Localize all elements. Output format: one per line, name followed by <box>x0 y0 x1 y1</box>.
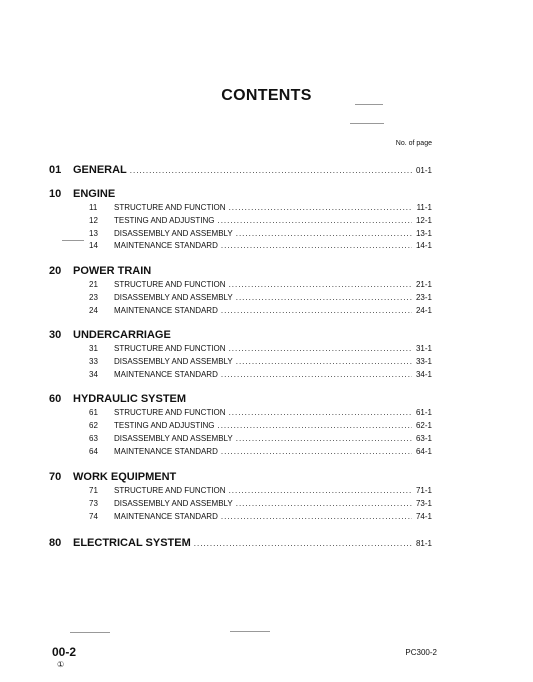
scan-speck <box>230 631 270 632</box>
dot-leader <box>229 280 412 289</box>
item-number: 23 <box>89 293 98 302</box>
item-title: DISASSEMBLY AND ASSEMBLY <box>114 357 233 366</box>
toc-item[interactable] <box>89 499 432 508</box>
toc-item[interactable] <box>89 447 432 456</box>
item-number: 73 <box>89 499 98 508</box>
toc-item[interactable] <box>89 512 432 521</box>
dot-leader <box>221 512 412 521</box>
item-title: STRUCTURE AND FUNCTION <box>114 203 226 212</box>
dot-leader <box>130 166 412 175</box>
group-title: WORK EQUIPMENT <box>73 471 177 483</box>
page-title: CONTENTS <box>221 87 312 104</box>
model-code: PC300-2 <box>405 648 437 657</box>
item-title: MAINTENANCE STANDARD <box>114 370 218 379</box>
item-title: MAINTENANCE STANDARD <box>114 241 218 250</box>
group-title: POWER TRAIN <box>73 265 152 277</box>
dot-leader <box>229 203 413 212</box>
revision-mark: ① <box>57 660 65 669</box>
item-page: 34-1 <box>415 370 432 379</box>
item-number: 33 <box>89 357 98 366</box>
item-number: 13 <box>89 229 98 238</box>
section-number: 01 <box>49 164 62 176</box>
dot-leader <box>217 421 412 430</box>
item-page: 21-1 <box>415 280 432 289</box>
item-page: 11-1 <box>416 203 432 212</box>
item-page: 74-1 <box>415 512 432 521</box>
item-number: 12 <box>89 216 98 225</box>
dot-leader <box>236 499 412 508</box>
group-number: 30 <box>49 329 62 341</box>
group-title: ENGINE <box>73 188 116 200</box>
dot-leader <box>221 447 412 456</box>
item-page: 31-1 <box>415 344 432 353</box>
item-title: MAINTENANCE STANDARD <box>114 447 218 456</box>
item-number: 71 <box>89 486 98 495</box>
item-page: 33-1 <box>415 357 432 366</box>
toc-group-power-train <box>49 265 151 277</box>
toc-group-engine <box>49 188 115 200</box>
dot-leader <box>236 293 412 302</box>
group-title: HYDRAULIC SYSTEM <box>73 393 187 405</box>
toc-item[interactable] <box>89 486 432 495</box>
scan-speck <box>70 632 110 633</box>
item-page: 62-1 <box>415 421 432 430</box>
dot-leader <box>194 539 412 548</box>
toc-section-electrical-system[interactable] <box>49 537 432 549</box>
toc-group-undercarriage <box>49 329 171 341</box>
toc-item[interactable] <box>89 216 432 225</box>
item-page: 23-1 <box>415 293 432 302</box>
item-title: DISASSEMBLY AND ASSEMBLY <box>114 293 233 302</box>
item-title: STRUCTURE AND FUNCTION <box>114 344 226 353</box>
section-page: 01-1 <box>415 166 432 175</box>
toc-item[interactable] <box>89 280 432 289</box>
dot-leader <box>221 241 412 250</box>
toc-item[interactable] <box>89 421 432 430</box>
scan-speck <box>62 240 84 241</box>
dot-leader <box>229 486 412 495</box>
dot-leader <box>217 216 412 225</box>
item-number: 74 <box>89 512 98 521</box>
item-title: STRUCTURE AND FUNCTION <box>114 280 226 289</box>
item-page: 71-1 <box>415 486 432 495</box>
item-title: MAINTENANCE STANDARD <box>114 512 218 521</box>
toc-item[interactable] <box>89 370 432 379</box>
item-title: STRUCTURE AND FUNCTION <box>114 408 226 417</box>
dot-leader <box>229 344 412 353</box>
item-page: 24-1 <box>415 306 432 315</box>
item-page: 61-1 <box>415 408 432 417</box>
item-number: 64 <box>89 447 98 456</box>
page-column-label: No. of page <box>395 140 432 147</box>
toc-item[interactable] <box>89 293 432 302</box>
toc-section-general[interactable] <box>49 164 432 176</box>
item-title: TESTING AND ADJUSTING <box>114 216 215 225</box>
item-number: 61 <box>89 408 98 417</box>
item-number: 34 <box>89 370 98 379</box>
item-title: DISASSEMBLY AND ASSEMBLY <box>114 229 233 238</box>
item-title: DISASSEMBLY AND ASSEMBLY <box>114 499 233 508</box>
dot-leader <box>229 408 412 417</box>
group-number: 20 <box>49 265 62 277</box>
item-title: TESTING AND ADJUSTING <box>114 421 215 430</box>
dot-leader <box>221 370 412 379</box>
item-number: 21 <box>89 280 98 289</box>
group-number: 70 <box>49 471 62 483</box>
item-number: 31 <box>89 344 98 353</box>
toc-group-hydraulic-system <box>49 393 186 405</box>
item-number: 24 <box>89 306 98 315</box>
group-number: 10 <box>49 188 62 200</box>
item-page: 64-1 <box>415 447 432 456</box>
toc-item[interactable] <box>89 344 432 353</box>
item-number: 14 <box>89 241 98 250</box>
section-page: 81-1 <box>415 539 432 548</box>
section-title: GENERAL <box>73 164 127 176</box>
toc-item[interactable] <box>89 203 432 212</box>
dot-leader <box>236 357 412 366</box>
item-page: 12-1 <box>415 216 432 225</box>
group-title: UNDERCARRIAGE <box>73 329 171 341</box>
item-page: 73-1 <box>415 499 432 508</box>
scan-speck <box>350 123 384 124</box>
item-page: 63-1 <box>415 434 432 443</box>
item-title: STRUCTURE AND FUNCTION <box>114 486 226 495</box>
scan-speck <box>355 104 383 105</box>
group-number: 60 <box>49 393 62 405</box>
dot-leader <box>236 229 412 238</box>
item-page: 13-1 <box>415 229 432 238</box>
item-number: 63 <box>89 434 98 443</box>
toc-item[interactable] <box>89 229 432 238</box>
toc-item[interactable] <box>89 357 432 366</box>
toc-item[interactable] <box>89 306 432 315</box>
section-number: 80 <box>49 537 62 549</box>
item-page: 14-1 <box>415 241 432 250</box>
section-title: ELECTRICAL SYSTEM <box>73 537 191 549</box>
toc-item[interactable] <box>89 241 432 250</box>
toc-item[interactable] <box>89 408 432 417</box>
dot-leader <box>236 434 412 443</box>
page-number: 00-2 <box>52 645 77 659</box>
item-number: 11 <box>89 203 98 212</box>
dot-leader <box>221 306 412 315</box>
toc-group-work-equipment <box>49 471 176 483</box>
toc-item[interactable] <box>89 434 432 443</box>
item-title: MAINTENANCE STANDARD <box>114 306 218 315</box>
item-number: 62 <box>89 421 98 430</box>
item-title: DISASSEMBLY AND ASSEMBLY <box>114 434 233 443</box>
